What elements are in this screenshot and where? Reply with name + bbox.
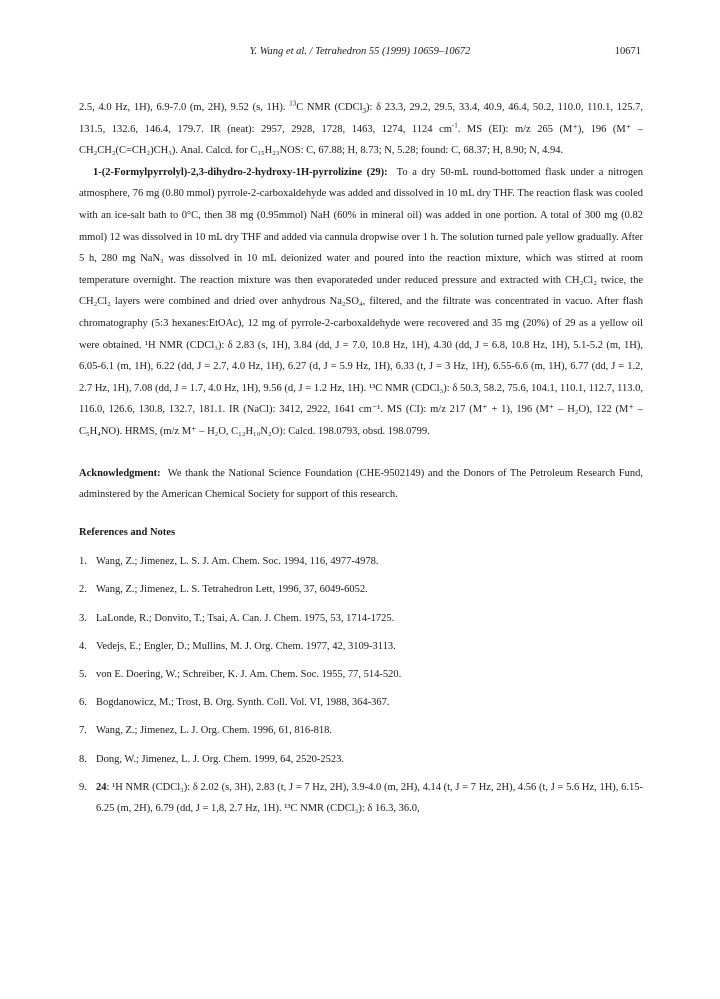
reference-item [79, 720, 643, 742]
reference-text: Dong, W.; Jimenez, L. J. Org. Chem. 1999, 64, 2520-2523. [96, 753, 345, 765]
reference-item [79, 579, 643, 601]
reference-item [79, 608, 643, 630]
note-compound-number: 24 [96, 781, 107, 793]
continued-h-nmr: 2.5, 4.0 Hz, 1H), 6.9-7.0 (m, 2H), 9.52 (s, 1H). [79, 102, 286, 113]
reference-text: Wang, Z.; Jimenez, L. S. Tetrahedron Lett, 1996, 37, 6049-6052. [96, 584, 368, 596]
reference-text: von E. Doering, W.; Schreiber, K. J. Am. Chem. Soc. 1955, 77, 514-520. [96, 669, 402, 681]
references-heading: References and Notes [79, 526, 176, 538]
c13-label: C NMR (CDCl [296, 102, 363, 113]
reference-number: 1. [79, 556, 87, 568]
reference-number: 8. [79, 753, 87, 765]
reference-number: 9. [79, 781, 87, 793]
page-number: 10671 [614, 46, 641, 57]
compound-29-paragraph [79, 162, 643, 443]
reference-item [79, 664, 643, 686]
reference-item [79, 692, 643, 714]
reference-text: Wang, Z.; Jimenez, L. J. Org. Chem. 1996, 61, 816-818. [96, 725, 333, 737]
c13-values: ): δ 23.3, 29.2, 29.5, 33.4, 40.9, 46.4, 50.2, 110.0, 110.1, 125.7, 131.5, 132.6, 146.4, 179.7. [79, 102, 643, 135]
reference-text: LaLonde, R.; Donvito, T.; Tsai, A. Can. J. Chem. 1975, 53, 1714-1725. [96, 612, 395, 624]
reference-note-9 [79, 777, 643, 820]
cdcl3-subscript: 3 [362, 107, 367, 116]
reference-number: 7. [79, 725, 87, 737]
c13-superscript: 13 [289, 99, 297, 108]
h-nmr-data: ¹H NMR (CDCl₃): δ 2.83 (s, 1H), 3.84 (dd, J = 7.0, 10.8 Hz, 1H), 4.30 (dd, J = 6.8, 10.8 Hz, 1H), 5.1-5.2 (m, 1H), 6.05-6.1 (m, 1H), 6.22 (dd, J = 2.7, 4.0 Hz, 1H), 6.27 (d, J = 5.9 Hz, 1H), 6.33 (t, J = 3 Hz, 1H), 6.55-6.6 (m, 1H), 6.77 (dd, J = 1.2, 2.7 Hz, 1H), 7.08 (dd, J = 1.7, 4.0 Hz, 1H), 9.56 (d, J = 1.2 Hz, 1H). [79, 339, 643, 394]
ir-ms-data: IR (NaCl): 3412, 2922, 1641 cm⁻¹. MS (CI): m/z 217 (M⁺ + 1), 196 (M⁺ – H₂O), 122 (M⁺ – C₅H₄NO). HRMS, (m/z M⁺ – H₂O, C₁₂H₁₀N₂O): Calcd. 198.0793, obsd. 198.0799. [79, 404, 643, 437]
note-nmr-data: : ¹H NMR (CDCl₃): δ 2.02 (s, 3H), 2.83 (t, J = 7 Hz, 2H), 3.9-4.0 (m, 2H), 4.14 (t, J = 7 Hz, 2H), 4.56 (t, J = 5.6 Hz, 1H), 6.15-6.25 (m, 2H), 6.79 (dd, J = 1,8, 2.7 Hz, 1H). ¹³C NMR (CDCl₃): δ 16.3, 36.0, [96, 781, 643, 815]
reference-text: Wang, Z.; Jimenez, L. S. J. Am. Chem. Soc. 1994, 116, 4977-4978. [96, 556, 379, 568]
acknowledgment-text: We thank the National Science Foundation (CHE-9502149) and the Donors of The Petroleum Research Fund, adminstered by the American Chemical Society for support of this research. [79, 467, 643, 501]
ir-data: IR (neat): 2957, 2928, 1728, 1463, 1274, 1124 cm [210, 123, 452, 135]
reference-number: 5. [79, 669, 87, 681]
procedure-text: To a dry 50-mL round-bottomed flask under a nitrogen atmosphere, 76 mg (0.80 mmol) pyrrole-2-carboxaldehyde was added and dissolved in 10 mL dry THF. The reaction flask was cooled with an ice-salt bath to 0°C, then 38 mg (0.95mmol) NaH (60% in mineral oil) was added in one portion. A total of 300 mg (0.82 mmol) 12 was dissolved in 10 mL dry THF and added via cannula dropwise over 1 h. The solution turned pale yellow gradually. After 5 h, 280 mg NaN₃ was dissolved in 10 mL deionized water and poured into the reaction mixture, which was stirred at room temperature overnight. The reaction mixture was then evaporateded under reduced pressure and extracted with CH₂Cl₂ twice, the CH₂Cl₂ layers were combined and dried over anhydrous Na₂SO₄, filtered, and the filtrate was concentrated in vacuo. After flash chromatography (5:3 hexanes:EtOAc), 12 mg of pyrrole-2-carboxaldehyde were recovered and 35 mg (20%) of 29 as a yellow oil were obtained. [79, 166, 643, 351]
reference-text: Vedejs, E.; Engler, D.; Mullins, M. J. Org. Chem. 1977, 42, 3109-3113. [96, 640, 396, 652]
references-list [79, 551, 643, 820]
acknowledgment-label: Acknowledgment: [79, 467, 161, 479]
compound-title: 1-(2-Formylpyrrolyl)-2,3-dihydro-2-hydroxy-1H-pyrrolizine (29): [93, 166, 388, 178]
ir-unit-sup: -1 [451, 121, 458, 130]
running-head: Y. Wang et al. / Tetrahedron 55 (1999) 10659–10672 [249, 46, 471, 57]
reference-text: Bogdanowicz, M.; Trost, B. Org. Synth. Coll. Vol. VI, 1988, 364-367. [96, 697, 390, 709]
reference-item [79, 636, 643, 658]
acknowledgment-paragraph [79, 463, 643, 506]
page-content [79, 97, 643, 827]
reference-number: 6. [79, 697, 87, 709]
reference-number: 4. [79, 640, 87, 652]
reference-item [79, 551, 643, 573]
ms-anal-data: . MS (EI): m/z 265 (M⁺), 196 (M⁺ – CH₂CH₂(C=CH₂)CH₃). Anal. Calcd. for C₁₅H₂₃NOS: C, 67.88; H, 8.73; N, 5.28; found: C, 68.37; H, 8.90; N, 4.94. [79, 123, 644, 157]
reference-number: 3. [79, 612, 87, 624]
continued-paragraph [79, 97, 643, 162]
c-nmr-data: ¹³C NMR (CDCl₃): δ 50.3, 58.2, 75.6, 104.1, 110.1, 112.7, 113.0, 116.0, 126.6, 130.8, 132.7, 181.1. [79, 382, 644, 416]
reference-item [79, 749, 643, 771]
reference-text [96, 777, 643, 820]
reference-number: 2. [79, 584, 87, 596]
